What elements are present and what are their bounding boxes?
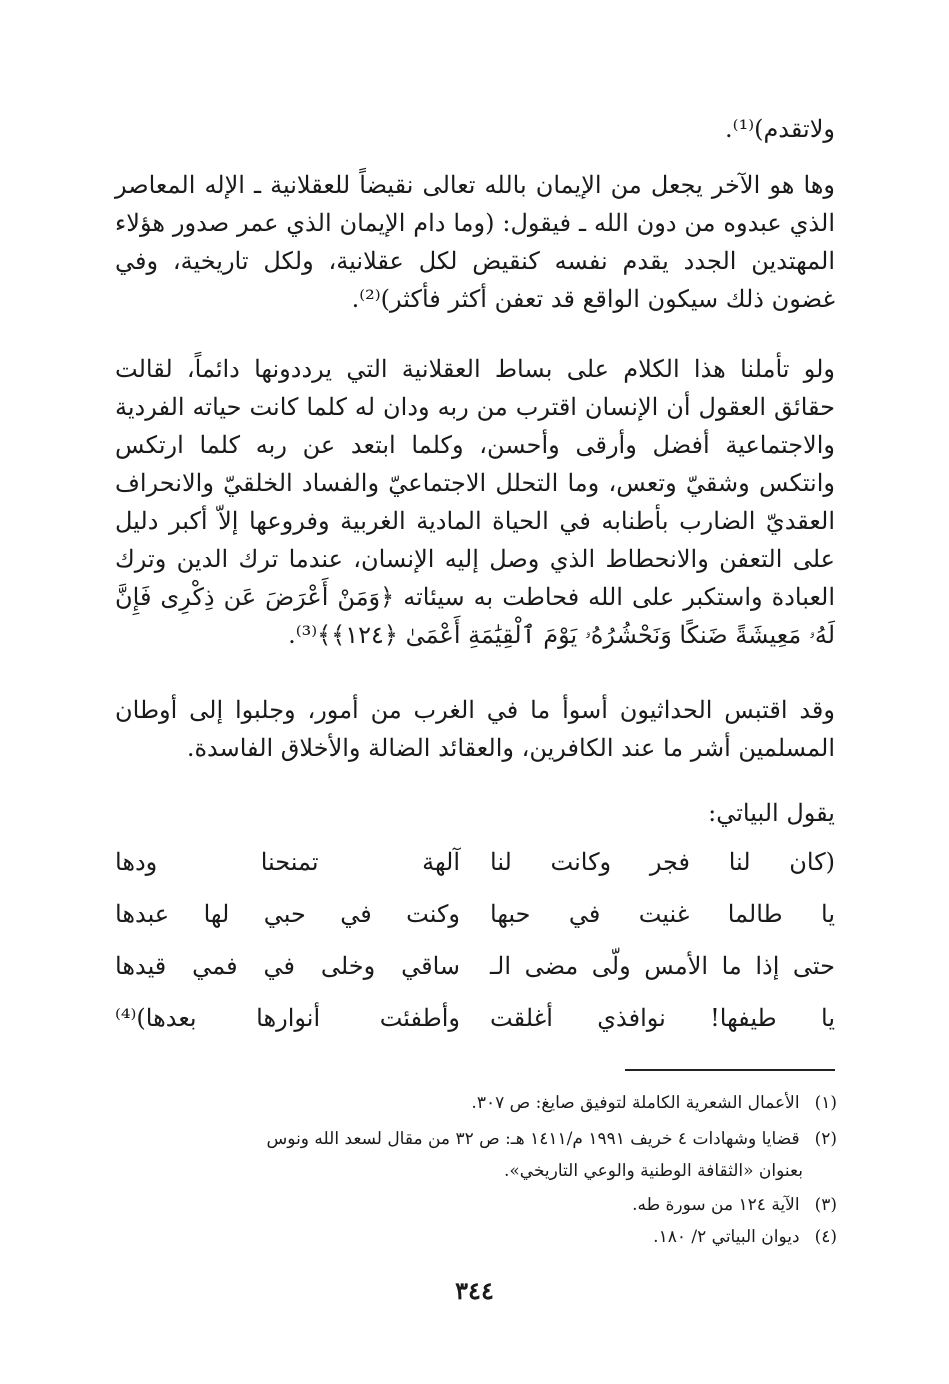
first-hemistich: (كان لنا فجر وكانت لنا [490,848,835,876]
footnote-number: (٢) [814,1129,837,1149]
poem-intro: يقول البياتي: [708,799,835,827]
first-hemistich: يا طيفها! نوافذي أغلقت [490,1004,835,1032]
footnote [115,1124,837,1154]
footnote-text: بعنوان «الثقافة الوطنية والوعي التاريخي». [503,1161,803,1181]
paragraph-3: وقد اقتبس الحداثيون أسوأ ما في الغرب من أمور، وجلبوا إلى أوطان المسلمين أشر ما عند الكافرين، والعقائد الضالة والأخلاق الفاسدة. [115,696,835,762]
verse-line [115,900,835,940]
verse-line [115,952,835,992]
footnote-separator [625,1069,835,1071]
footnote-text: قضايا وشهادات ٤ خريف ١٩٩١ م/١٤١١ هـ: ص ٣٢ من مقال لسعد الله ونوس [266,1129,800,1149]
footnote-number: (٣) [814,1195,837,1215]
footnote-text: ديوان البياتي ٢/ ١٨٠. [653,1227,800,1247]
verse-line [115,848,835,888]
continuation-line: ولاتقدم)⁽¹⁾. [725,115,835,143]
footnote-number: (١) [814,1093,837,1113]
footnote-number: (٤) [814,1227,837,1247]
footnote [115,1088,837,1118]
footnote [115,1222,837,1252]
footnote [115,1190,837,1220]
first-hemistich: حتى إذا ما الأمس ولّى مضى الـ [490,952,835,980]
second-hemistich: وأطفئت أنوارها بعدها)⁽⁴⁾ [115,1004,460,1032]
second-hemistich: ساقي وخلى في فمي قيدها [115,952,460,980]
page-number: ٣٤٤ [455,1276,494,1305]
paragraph-1: وها هو الآخر يجعل من الإيمان بالله تعالى نقيضاً للعقلانية ـ الإله المعاصر الذي عبدوه من دون الله ـ فيقول: (وما دام الإيمان الذي عمر صدور هؤلاء المهتدين الجدد يقدم نفسه كنقيض لكل عقلانية، ولكل تاريخية، وفي غضون ذلك سيكون الواقع قد تعفن أكثر فأكثر)⁽²⁾. [115,171,835,313]
footnote-text: الآية ١٢٤ من سورة طه. [632,1195,800,1215]
verse-line [115,1004,835,1044]
second-hemistich: آلهة تمنحنا ودها [115,848,460,876]
footnote-text: الأعمال الشعرية الكاملة لتوفيق صايغ: ص ٣٠٧. [471,1093,800,1113]
second-hemistich: وكنت في حبي لها عبدها [115,900,460,928]
first-hemistich: يا طالما غنيت في حبها [490,900,835,928]
paragraph-2: ولو تأملنا هذا الكلام على بساط العقلانية التي يرددونها دائماً، لقالت حقائق العقول أن الإنسان اقترب من ربه ودان له كلما كانت حياته الفردية والاجتماعية أفضل وأرقى وأحسن، وكلما ابتعد عن ربه كلما ارتكس وانتكس وشقيّ وتعس، وما التحلل الاجتماعيّ والفساد الخلقيّ والانحراف العقديّ الضارب بأطنابه في الحياة المادية الغربية وفروعها إلاّ أكبر دليل على التعفن والانحطاط الذي وصل إليه الإنسان، عندما ترك الدين وترك العبادة واستكبر على الله فحاطت به سيئاته ﴿وَمَنْ أَعْرَضَ عَن ذِكْرِى فَإِنَّ لَهُۥ مَعِيشَةً ضَنكًا وَنَحْشُرُهُۥ يَوْمَ ٱلْقِيَٰمَةِ أَعْمَىٰ ﴿١٢٤﴾﴾⁽³⁾. [115,355,835,649]
footnote-continuation [115,1156,803,1186]
